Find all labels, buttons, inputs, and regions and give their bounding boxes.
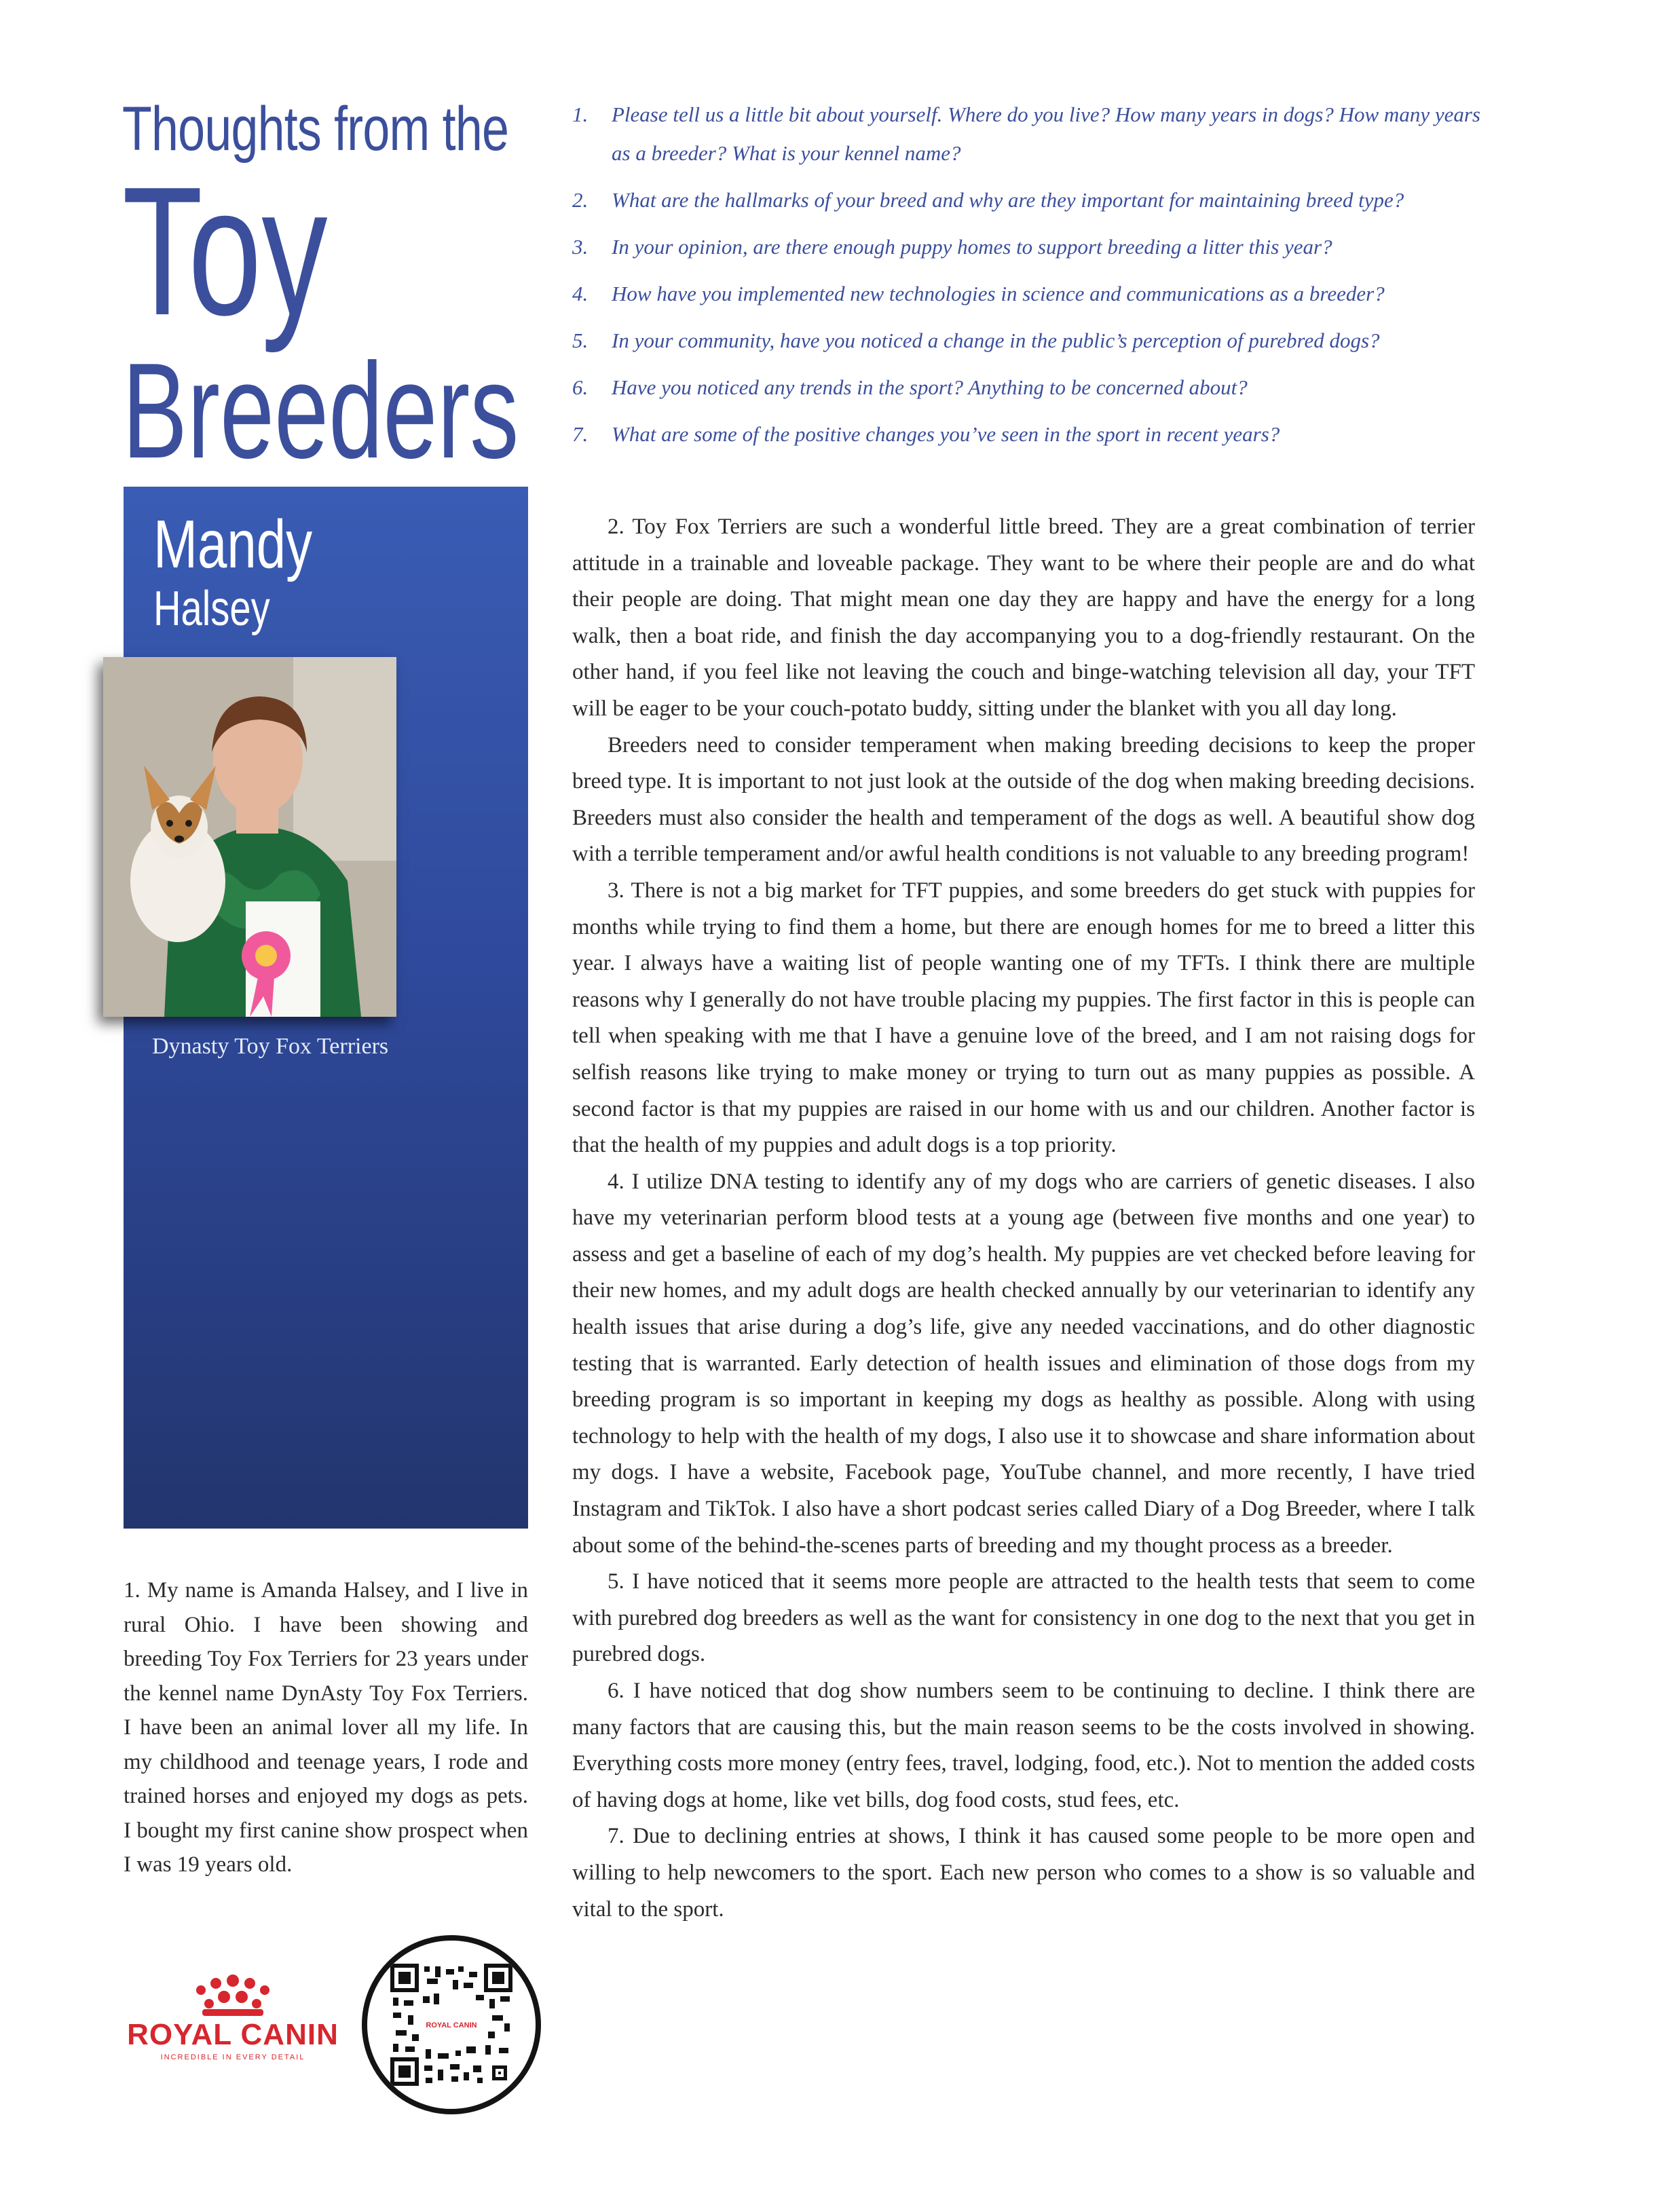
question-text: What are some of the positive changes you’ve seen in the sport in recent years?: [612, 422, 1280, 446]
question-item: [572, 368, 1482, 407]
logo-wordmark: ROYAL CANIN: [127, 2018, 339, 2051]
royal-canin-logo[interactable]: [121, 1971, 345, 2059]
question-number: 4.: [572, 282, 589, 305]
crown-icon: [121, 1971, 345, 2019]
title-big: Toy: [122, 149, 328, 354]
answer-paragraph: 4. I utilize DNA testing to identify any of my dogs who are carriers of genetic diseases. I also have my veterinarian perform blood tests at a young age (between five months and one year) to assess and get a baseline of each of my dog’s health. My puppies are vet checked before leaving for their new homes, and my adult dogs are health checked annually by our veterinarian to identify any health issues that arise during a dog’s life, give any needed vaccinations, and do other diagnostic testing that is warranted. Early detection of health issues and elimination of those dogs from my breeding program is so important in keeping my dogs as healthy as possible. Along with using technology to help with the health of my dogs, I also use it to showcase and share information about my dogs. I have a website, Facebook page, YouTube channel, and more recently, I have tried Instagram and TikTok. I also have a short podcast series called Diary of a Dog Breeder, where I talk about some of the behind-the-scenes parts of breeding and my thought process as a breeder.: [572, 1169, 1475, 1558]
answer-paragraph: Breeders need to consider temperament when making breeding decisions to keep the proper breed type. It is important to not just look at the outside of the dog when making breeding decisions. Breeders must also consider the health and temperament of the dogs as well. A beautiful show dog with a terrible temperament and/or awful health conditions is not valuable to any breeding program!: [572, 732, 1475, 867]
logo-tagline: INCREDIBLE IN EVERY DETAIL: [160, 2053, 305, 2061]
question-number: 1.: [572, 102, 589, 126]
breeder-photo: [103, 657, 396, 1017]
question-text: In your opinion, are there enough puppy homes to support breeding a litter this year?: [612, 235, 1332, 259]
question-item: [572, 321, 1482, 360]
breeder-last-name: Halsey: [153, 582, 270, 636]
question-text: Please tell us a little bit about yourself. Where do you live? How many years in dogs? How many years as a breeder? What is your kennel name?: [612, 102, 1480, 165]
questions-list: [572, 95, 1482, 462]
question-item: [572, 227, 1482, 266]
question-text: Have you noticed any trends in the sport? Anything to be concerned about?: [612, 375, 1248, 399]
question-number: 3.: [572, 235, 589, 259]
question-item: [572, 274, 1482, 313]
title-small: Thoughts from the: [122, 94, 509, 164]
question-text: How have you implemented new technologies in science and communications as a breeder?: [612, 282, 1385, 305]
answer-paragraph: 3. There is not a big market for TFT puppies, and some breeders do get stuck with puppies for months while trying to find them a home, but there are enough homes for me to breed a litter this year. I always have a waiting list of people wanting one of my TFTs. I think there are multiple reasons why I generally do not have trouble placing my puppies. The first factor in this is people can tell when speaking with me that I have a genuine love of the breed, and I am not raising dogs for selfish reasons like trying to make money or trying to turn out as many puppies as possible. A second factor is that my puppies are raised in our home with us and our children. Another factor is that the health of my puppies and adult dogs is a top priority.: [572, 878, 1475, 1158]
answer-paragraph: 7. Due to declining entries at shows, I think it has caused some people to be more open and willing to help newcomers to the sport. Each new person who comes to a show is so valuable and vital to the sport.: [572, 1824, 1475, 1922]
kennel-name: Dynasty Toy Fox Terriers: [152, 1034, 389, 1059]
question-item: [572, 415, 1482, 453]
question-item: [572, 95, 1482, 172]
qr-code-label: ROYAL CANIN: [419, 2019, 484, 2032]
question-item: [572, 181, 1482, 219]
question-number: 7.: [572, 422, 589, 446]
breeder-photo-illustration: [103, 657, 396, 1017]
answer-paragraph: 6. I have noticed that dog show numbers seem to be continuing to decline. I think there are many factors that are causing this, but the main reason seems to be the costs involved in showing. Everything costs more money (entry fees, travel, lodging, food, etc.). Not to mention the added costs of having dogs at home, like vet bills, dog food costs, stud fees, etc.: [572, 1679, 1475, 1812]
question-text: In your community, have you noticed a change in the public’s perception of purebred dogs?: [612, 329, 1380, 352]
answers-column: [572, 509, 1475, 1928]
bio-paragraph: 1. My name is Amanda Halsey, and I live in rural Ohio. I have been showing and breeding Toy Fox Terriers for 23 years under the kennel name DynAsty Toy Fox Terriers. I have been an animal lover all my life. In my childhood and teenage years, I rode and trained horses and enjoyed my dogs as pets. I bought my first canine show prospect when I was 19 years old.: [124, 1578, 528, 1877]
question-number: 6.: [572, 375, 589, 399]
qr-code[interactable]: [362, 1935, 541, 2114]
question-number: 5.: [572, 329, 589, 352]
title-big2: Breeders: [122, 335, 519, 487]
page-title: [122, 94, 543, 487]
question-text: What are the hallmarks of your breed and why are they important for maintaining breed type?: [612, 188, 1404, 212]
breeder-first-name: Mandy: [153, 506, 313, 582]
answer-paragraph: 5. I have noticed that it seems more people are attracted to the health tests that seem to come with purebred dog breeders as well as the want for consistency in one dog to the next that you get in purebred dogs.: [572, 1569, 1475, 1667]
question-number: 2.: [572, 188, 589, 212]
answer-paragraph: 2. Toy Fox Terriers are such a wonderful little breed. They are a great combination of terrier attitude in a trainable and loveable package. They want to be where their people are and do what their people are doing. That might mean one day they are happy and have the energy for a long walk, then a boat ride, and finish the day accompanying you to a dog-friendly restaurant. On the other hand, if you feel like not leaving the couch and binge-watching television all day, your TFT will be eager to be your couch-potato buddy, sitting under the blanket with you all day long.: [572, 514, 1475, 721]
